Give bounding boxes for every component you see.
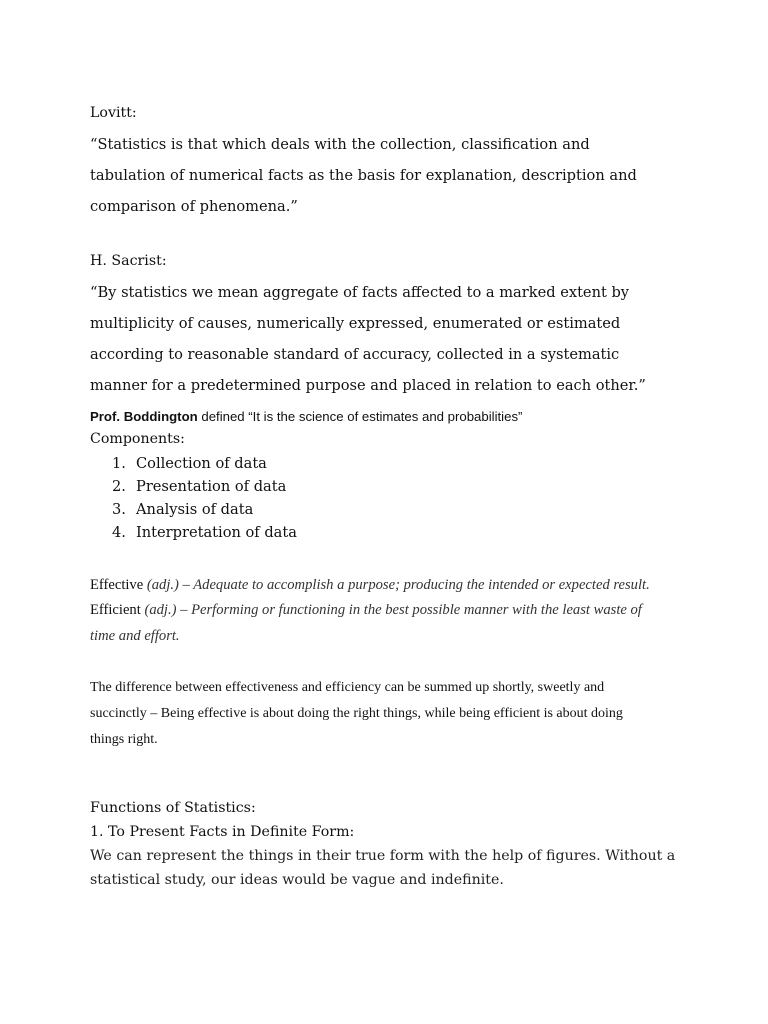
- list-item: [112, 478, 286, 495]
- list-item-number: 2.: [112, 478, 126, 495]
- efficient-definition: [90, 602, 642, 619]
- sacrist-quote-line-2: multiplicity of causes, numerically expressed, enumerated or estimated: [90, 315, 621, 332]
- list-item-text: Collection of data: [136, 455, 267, 472]
- components-heading: Components:: [90, 431, 185, 447]
- sacrist-author: H. Sacrist:: [90, 253, 167, 269]
- sacrist-quote-line-1: “By statistics we mean aggregate of facts affected to a marked extent by: [90, 284, 630, 301]
- list-item: [112, 455, 267, 472]
- efficient-term: Efficient: [90, 602, 141, 618]
- boddington-definition: [90, 409, 522, 424]
- lovitt-author: Lovitt:: [90, 105, 137, 121]
- list-item-number: 1.: [112, 455, 126, 472]
- efficient-definition-cont: [90, 628, 180, 645]
- list-item-text: Analysis of data: [136, 501, 254, 518]
- list-item-number: 3.: [112, 501, 126, 518]
- lovitt-quote-line-3: comparison of phenomena.”: [90, 198, 298, 215]
- lovitt-quote-line-1: “Statistics is that which deals with the collection, classification and: [90, 136, 590, 153]
- effective-pos: (adj.): [146, 577, 179, 593]
- sacrist-quote-line-3: according to reasonable standard of accuracy, collected in a systematic: [90, 346, 620, 363]
- sacrist-quote-line-4: manner for a predetermined purpose and placed in relation to each other.”: [90, 377, 646, 394]
- efficient-text-line-2: time and effort.: [90, 628, 180, 644]
- efficient-text-line-1: – Performing or functioning in the best possible manner with the least waste of: [180, 602, 642, 618]
- functions-text-line-2: statistical study, our ideas would be vague and indefinite.: [90, 872, 504, 888]
- difference-line-2: succinctly – Being effective is about doing the right things, while being efficient is about doing: [90, 706, 623, 721]
- boddington-rest: defined “It is the science of estimates and probabilities”: [201, 409, 523, 424]
- effective-text: – Adequate to accomplish a purpose; producing the intended or expected result.: [182, 577, 650, 593]
- list-item-text: Presentation of data: [136, 478, 287, 495]
- list-item: [112, 501, 253, 518]
- lovitt-quote-line-2: tabulation of numerical facts as the basis for explanation, description and: [90, 167, 637, 184]
- functions-text-line-1: We can represent the things in their true form with the help of figures. Without a: [90, 848, 676, 864]
- list-item-number: 4.: [112, 524, 126, 541]
- list-item: [112, 524, 297, 541]
- functions-subheading: 1. To Present Facts in Definite Form:: [90, 824, 355, 840]
- list-item-text: Interpretation of data: [136, 524, 297, 541]
- functions-heading: Functions of Statistics:: [90, 800, 256, 816]
- effective-term: Effective: [90, 577, 144, 593]
- difference-line-3: things right.: [90, 732, 158, 747]
- effective-definition: [90, 577, 650, 594]
- efficient-pos: (adj.): [144, 602, 177, 618]
- difference-line-1: The difference between effectiveness and efficiency can be summed up shortly, sweetly and: [90, 680, 605, 695]
- boddington-name: Boddington: [123, 409, 198, 424]
- boddington-prof: Prof.: [90, 409, 121, 424]
